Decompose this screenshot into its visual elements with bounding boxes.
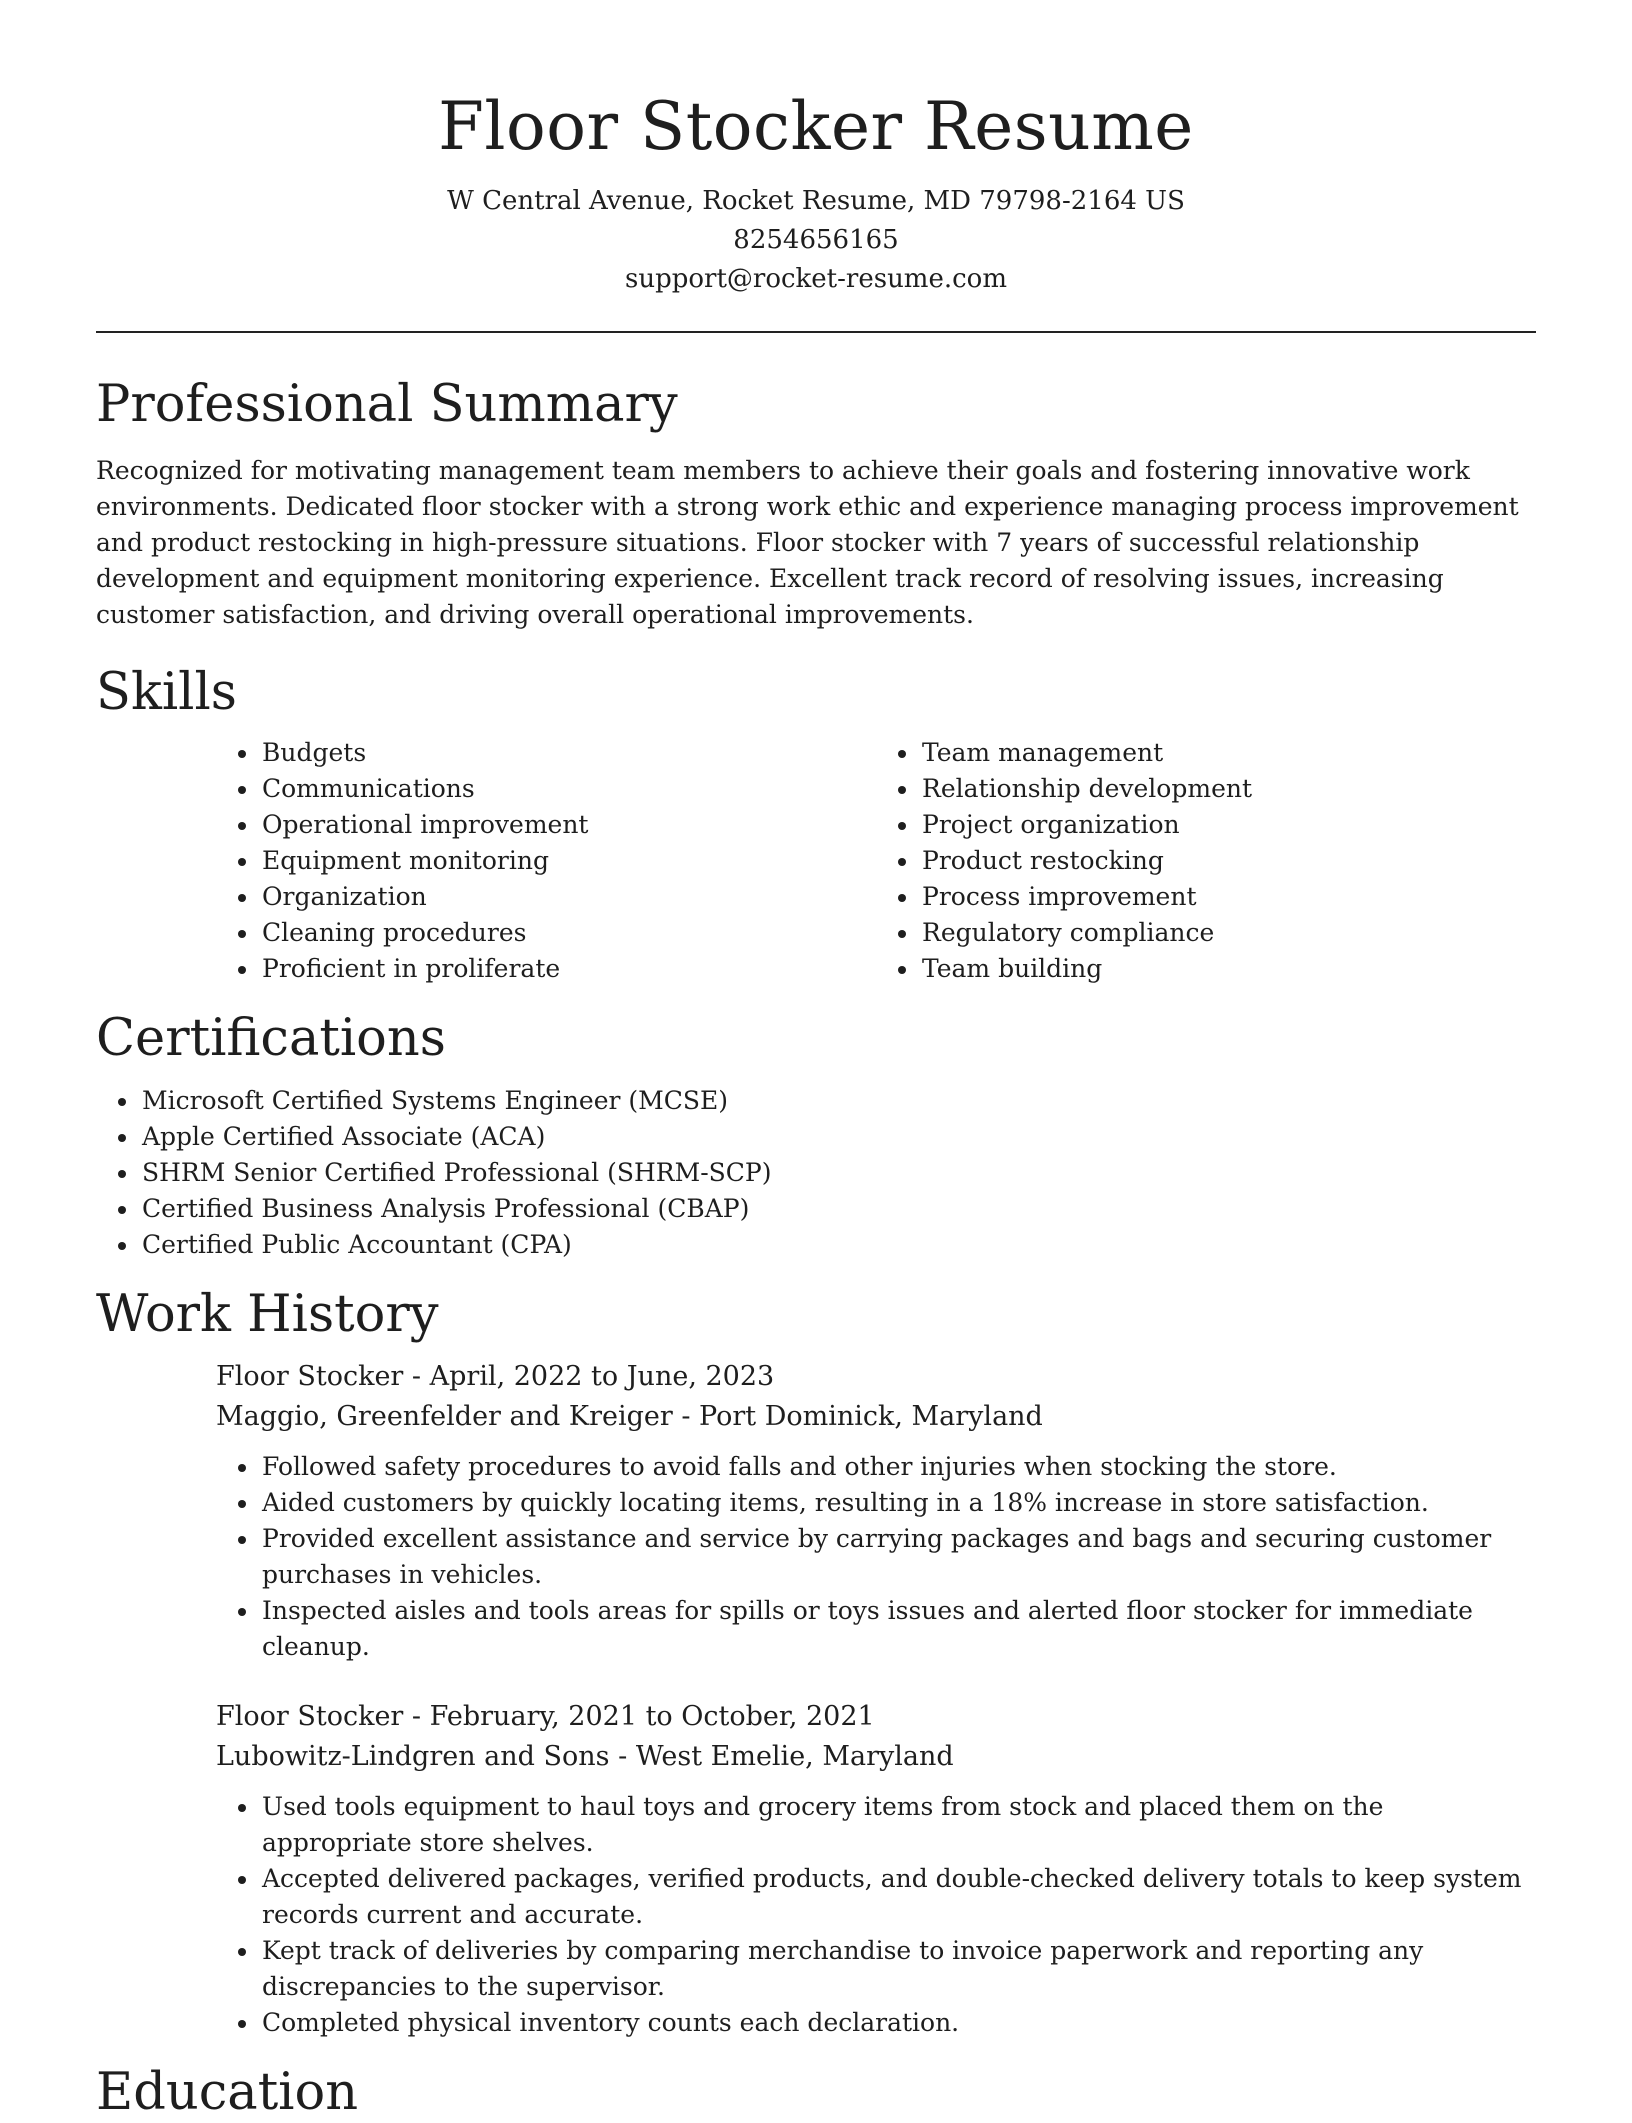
skill-item: • Budgets: [260, 735, 876, 771]
certifications-heading: Certifications: [96, 1009, 446, 1068]
skill-item: • Operational improvement: [260, 807, 876, 843]
certification-item: • Certified Business Analysis Professional (CBAP): [140, 1191, 1536, 1227]
skill-item: • Organization: [260, 879, 876, 915]
summary-heading: Professional Summary: [96, 375, 678, 434]
job-bullet: • Completed physical inventory counts each declaration.: [260, 2005, 1536, 2041]
skills-list-left: [216, 735, 876, 987]
contact-phone: 8254656165: [733, 225, 899, 255]
skill-item: • Team management: [920, 735, 1536, 771]
job-bullet: • Followed safety procedures to avoid falls and other injuries when stocking the store.: [260, 1449, 1536, 1485]
job-bullet: • Aided customers by quickly locating items, resulting in a 18% increase in store satisfaction.: [260, 1485, 1536, 1521]
resume-title: Floor Stocker Resume: [438, 88, 1194, 165]
skill-item: • Regulatory compliance: [920, 915, 1536, 951]
job-bullet: • Kept track of deliveries by comparing merchandise to invoice paperwork and reporting any discrepancies to the supervisor.: [260, 1933, 1536, 2005]
work-history-heading: Work History: [96, 1285, 439, 1344]
job-bullets: [216, 1449, 1536, 1665]
skill-item: • Product restocking: [920, 843, 1536, 879]
header-divider: [96, 331, 1536, 333]
skills-list-right: [876, 735, 1536, 987]
certification-item: • Apple Certified Associate (ACA): [140, 1119, 1536, 1155]
job-entry: [216, 1357, 1536, 1665]
job-bullet: • Inspected aisles and tools areas for spills or toys issues and alerted floor stocker for immediate cleanup.: [260, 1593, 1536, 1665]
job-bullet: • Accepted delivered packages, verified products, and double-checked delivery totals to keep system records current and accurate.: [260, 1861, 1536, 1933]
job-company-location: Lubowitz-Lindgren and Sons - West Emelie, Maryland: [216, 1741, 954, 1772]
certification-item: • Certified Public Accountant (CPA): [140, 1227, 1536, 1263]
education-heading: Education: [96, 2063, 359, 2122]
skill-item: • Cleaning procedures: [260, 915, 876, 951]
job-bullet: • Provided excellent assistance and service by carrying packages and bags and securing customer purchases in vehicles.: [260, 1521, 1536, 1593]
certifications-list: [96, 1083, 1536, 1263]
skill-item: • Project organization: [920, 807, 1536, 843]
resume-page: [96, 0, 1536, 2123]
job-company-location: Maggio, Greenfelder and Kreiger - Port Dominick, Maryland: [216, 1401, 1043, 1432]
summary-text: Recognized for motivating management team members to achieve their goals and fostering innovative work environments. Dedicated floor stocker with a strong work ethic and experience managing process improvement and product restocking in high-pressure situations. Floor stocker with 7 years of successful relationship development and equipment monitoring experience. Excellent track record of resolving issues, increasing customer satisfaction, and driving overall operational improvements.: [96, 456, 1519, 629]
certification-item: • SHRM Senior Certified Professional (SHRM-SCP): [140, 1155, 1536, 1191]
contact-address: W Central Avenue, Rocket Resume, MD 79798-2164 US: [447, 186, 1185, 216]
skill-item: • Equipment monitoring: [260, 843, 876, 879]
certification-item: • Microsoft Certified Systems Engineer (MCSE): [140, 1083, 1536, 1119]
skills-columns: [216, 735, 1536, 987]
skills-heading: Skills: [96, 663, 237, 722]
contact-block: [96, 182, 1536, 299]
skill-item: • Proficient in proliferate: [260, 951, 876, 987]
skill-item: • Process improvement: [920, 879, 1536, 915]
job-title-dates: Floor Stocker - April, 2022 to June, 2023: [216, 1361, 775, 1392]
job-title-dates: Floor Stocker - February, 2021 to October, 2021: [216, 1701, 875, 1732]
skill-item: • Team building: [920, 951, 1536, 987]
skill-item: • Communications: [260, 771, 876, 807]
skill-item: • Relationship development: [920, 771, 1536, 807]
job-bullets: [216, 1789, 1536, 2041]
contact-email: support@rocket-resume.com: [624, 264, 1007, 294]
job-entry: [216, 1697, 1536, 2041]
job-bullet: • Used tools equipment to haul toys and grocery items from stock and placed them on the appropriate store shelves.: [260, 1789, 1536, 1861]
